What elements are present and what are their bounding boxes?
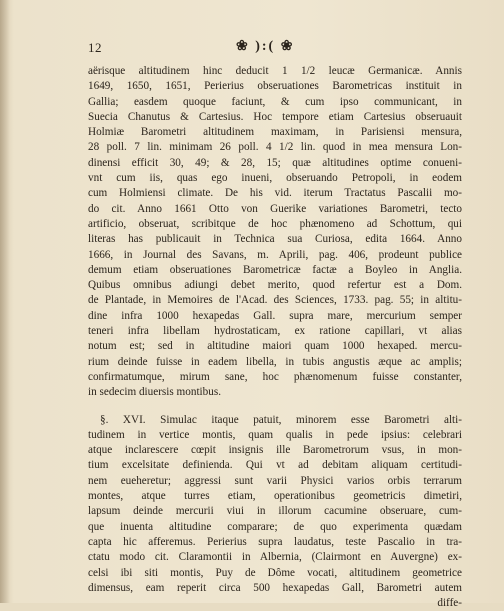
text-line: nem eueheretur; aggressi sunt varii Physici varios orbis terrarum [88,474,462,487]
text-line: §. XVI. Simulac itaque patuit, minorem esse Barometri alti- [100,413,462,426]
text-line: Suecia Chanutus & Cartesius. Hoc tempore etiam Cartesius obseruauit [88,110,462,123]
text-line: Holmiæ Barometri altitudinem maximam, in Parisiensi mensura, [88,126,462,139]
text-line: artificio, obseruat, scribitque de hoc phænomeno ad Schottum, qui [88,217,462,230]
text-line: do cit. Anno 1661 Otto von Guerike variationes Barometri, tecto [88,202,462,215]
header-ornament: ❀ ):( ❀ [236,39,295,54]
text-line: 28 poll. 7 lin. minimam 26 poll. 4 1/2 lin. quod in mea mensura Lon- [88,141,462,154]
text-line: 1666, in Journal des Savans, m. Aprili, pag. 406, prodeunt publice [88,248,462,261]
text-line: aërisque altitudinem hinc deducit 1 1/2 leucæ Germanicæ. Annis [88,65,462,77]
body-text [88,64,462,611]
text-line: dinensi efficit 30, 49; & 28, 15; quæ altitudines optime conueni- [88,156,462,169]
text-line: demum etiam obseruationes Barometricæ factæ a Boyleo in Anglia. [88,263,462,276]
catchword: diffe- [437,597,462,610]
paragraph-gap [88,401,462,413]
text-line: Quibus omnibus adiungi debet merito, quod refertur est a Dom. [88,279,462,292]
text-line: que inuenta altitudine comparare; de quo experimenta quædam [88,520,462,533]
text-line: vnt cum iis, quas ego inueni, obseruando Petropoli, in eodem [88,172,462,185]
paragraph-1 [88,64,462,401]
text-line: tudinem in vertice montis, quam qualis in pede ipsius: celebrari [88,428,462,441]
text-line: Gallia; easdem quoque faciunt, & cum ipso communicant, in [88,95,462,108]
paragraph-2-section-xvi [88,413,462,597]
text-line: in sedecim diuersis montibus. [88,386,221,399]
page-number: 12 [88,40,102,55]
text-line: dimensus, eam reperit circa 500 hexapedas Gall, Barometri autem [88,581,462,594]
text-line: dine infra 1000 hexapedas Gall. supra mare, mercurium semper [88,309,462,322]
text-line: capta hic afferemus. Perierius supra laudatus, teste Pascalio in tra- [88,535,462,548]
page-header [88,40,458,60]
text-line: literas has publicauit in Technica sua Curiosa, edita 1664. Anno [88,233,462,246]
text-line: confirmatumque, mirum sane, hoc phænomenum fuisse constanter, [88,370,462,383]
text-line: atque inclarescere cœpit insignis ille Barometrorum vsus, in mon- [88,444,462,457]
text-line: rium deinde fuisse in eadem libella, in tubis angustis æque ac amplis; [88,355,462,368]
text-line: celsi ibi siti montis, Puy de Dôme vocati, altitudinem geometrice [88,566,462,579]
text-line: lapsum deinde mercurii viui in illorum cacumine obseruare, cum- [88,505,462,518]
text-line: 1649, 1650, 1651, Perierius obseruationes Barometricas instituit in [88,80,462,93]
text-line: ctatu modo cit. Claramontii in Albernia, (Clairmont en Auvergne) ex- [88,551,462,564]
text-line: teneri infra libellam hydrostaticam, ex ratione capillari, vt alias [88,325,462,338]
text-line: tium excelsitate definienda. Qui vt ad debitam aliquam certitudi- [88,459,462,472]
text-line: montes, atque turres etiam, operationibus geometricis dimetiri, [88,490,462,503]
page-gutter-shadow [0,0,10,603]
text-line: de Plantade, in Memoires de l'Acad. des Sciences, 1733. pag. 55; in altitu- [88,294,462,307]
text-line: cum Holmiensi climate. De his vid. iterum Tractatus Pascalii mo- [88,187,462,200]
text-line: notum est; sed in altitudine maiori quam 1000 hexaped. mercu- [88,340,462,353]
